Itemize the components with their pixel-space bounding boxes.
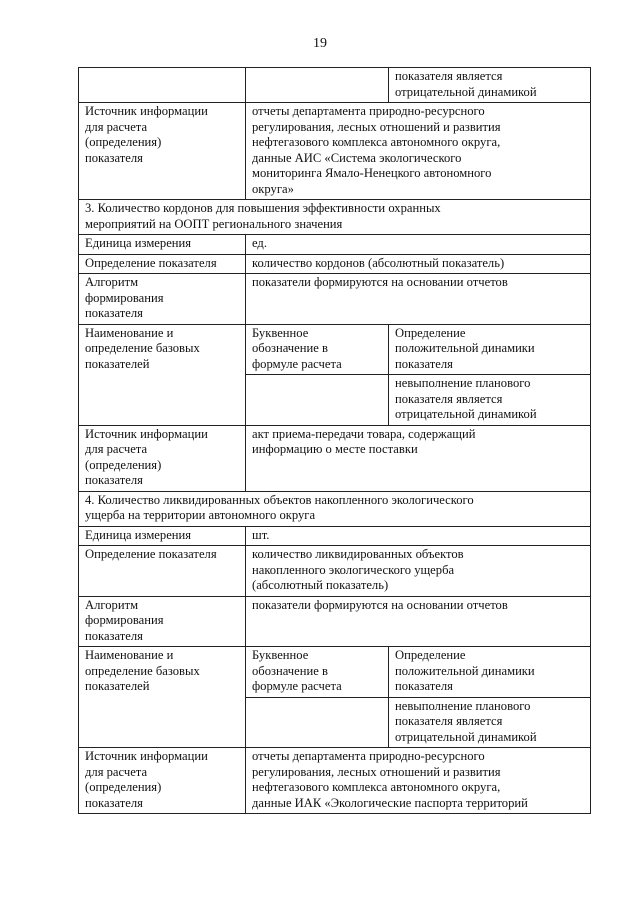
table-row bbox=[79, 274, 591, 325]
algorithm-label: Алгоритм формирования показателя bbox=[79, 596, 246, 647]
base-indicators-label: Наименование и определение базовых показателей bbox=[79, 647, 246, 748]
letter-designation-label: Буквенное обозначение в формуле расчета bbox=[246, 647, 389, 698]
empty-cell bbox=[246, 375, 389, 426]
definition-label: Определение показателя bbox=[79, 254, 246, 274]
unit-value: ед. bbox=[246, 235, 591, 255]
unit-label: Единица измерения bbox=[79, 235, 246, 255]
table-row bbox=[79, 647, 591, 698]
definition-value: количество кордонов (абсолютный показатель) bbox=[246, 254, 591, 274]
table-row bbox=[79, 526, 591, 546]
source-value: отчеты департамента природно-ресурсного регулирования, лесных отношений и развития нефтегазового комплекса автономного округа, данные АИС «Система экологического мониторинга Ямало-Ненецкого автономного округа» bbox=[246, 103, 591, 200]
table-row bbox=[79, 748, 591, 814]
definition-label: Определение показателя bbox=[79, 546, 246, 597]
source-value: акт приема-передачи товара, содержащий информацию о месте поставки bbox=[246, 425, 591, 491]
table-row bbox=[79, 254, 591, 274]
positive-dynamics-label: Определение положительной динамики показателя bbox=[389, 647, 591, 698]
unit-value: шт. bbox=[246, 526, 591, 546]
table-row bbox=[79, 68, 591, 103]
definition-value: количество ликвидированных объектов накопленного экологического ущерба (абсолютный показатель) bbox=[246, 546, 591, 597]
section-heading-row bbox=[79, 200, 591, 235]
negative-dynamics-cell: показателя является отрицательной динамикой bbox=[389, 68, 591, 103]
table-row bbox=[79, 103, 591, 200]
section-3-title: 3. Количество кордонов для повышения эффективности охранных мероприятий на ООПТ регионального значения bbox=[79, 200, 591, 235]
source-value: отчеты департамента природно-ресурсного регулирования, лесных отношений и развития нефтегазового комплекса автономного округа, данные ИАК «Экологические паспорта территорий bbox=[246, 748, 591, 814]
algorithm-value: показатели формируются на основании отчетов bbox=[246, 596, 591, 647]
base-indicators-label: Наименование и определение базовых показателей bbox=[79, 324, 246, 425]
table-row bbox=[79, 546, 591, 597]
letter-designation-label: Буквенное обозначение в формуле расчета bbox=[246, 324, 389, 375]
negative-dynamics-cell: невыполнение планового показателя является отрицательной динамикой bbox=[389, 375, 591, 426]
empty-cell bbox=[246, 68, 389, 103]
negative-dynamics-cell: невыполнение планового показателя является отрицательной динамикой bbox=[389, 697, 591, 748]
section-heading-row bbox=[79, 491, 591, 526]
unit-label: Единица измерения bbox=[79, 526, 246, 546]
table-row bbox=[79, 425, 591, 491]
source-label: Источник информации для расчета (определения) показателя bbox=[79, 748, 246, 814]
positive-dynamics-label: Определение положительной динамики показателя bbox=[389, 324, 591, 375]
section-4-title: 4. Количество ликвидированных объектов накопленного экологического ущерба на территории автономного округа bbox=[79, 491, 591, 526]
empty-cell bbox=[246, 697, 389, 748]
algorithm-label: Алгоритм формирования показателя bbox=[79, 274, 246, 325]
table-row bbox=[79, 596, 591, 647]
source-label: Источник информации для расчета (определения) показателя bbox=[79, 103, 246, 200]
indicator-table bbox=[78, 67, 591, 814]
source-label: Источник информации для расчета (определения) показателя bbox=[79, 425, 246, 491]
empty-cell bbox=[79, 68, 246, 103]
table-row bbox=[79, 235, 591, 255]
table-row bbox=[79, 324, 591, 375]
page-number: 19 bbox=[313, 36, 327, 51]
algorithm-value: показатели формируются на основании отчетов bbox=[246, 274, 591, 325]
